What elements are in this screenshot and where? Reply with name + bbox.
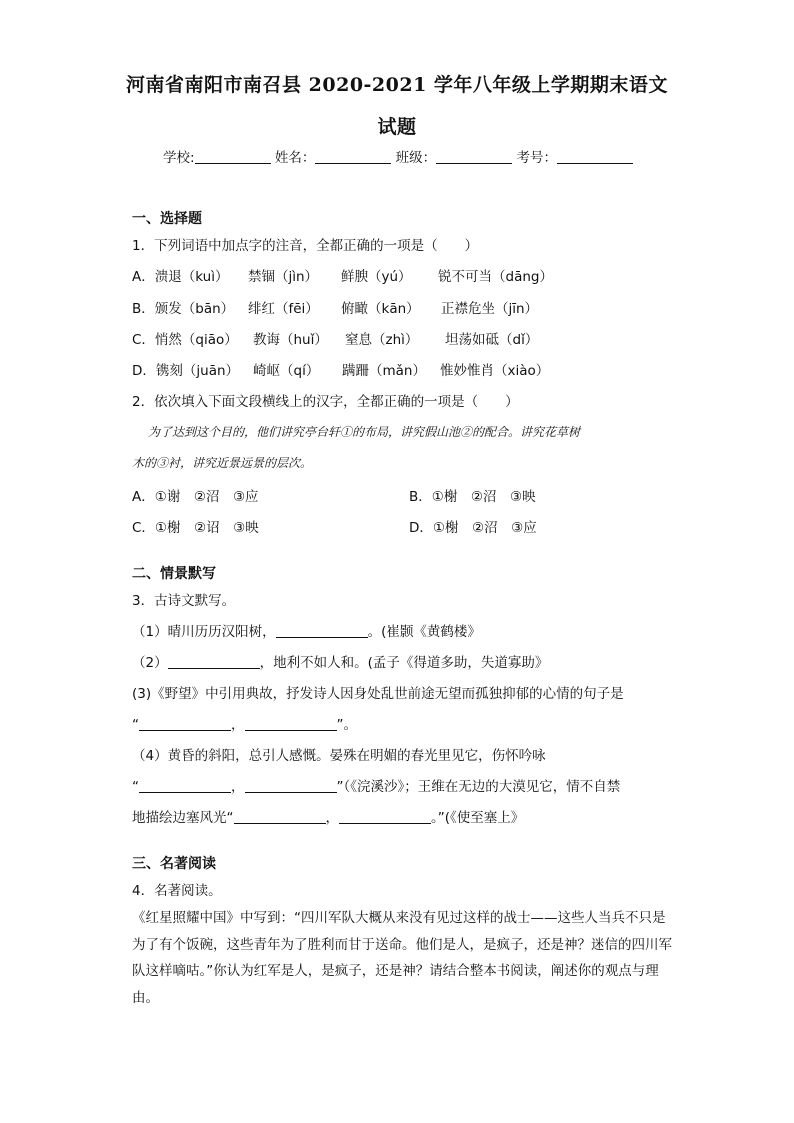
name-label: 姓名： (274, 150, 316, 166)
q1-option-b-3: 俯瞰（kān） (341, 301, 420, 317)
q2-passage-line-2: 木的③衬，讲究近景远景的层次。 (132, 456, 313, 470)
q3-line-4: （4）黄昏的斜阳，总引人感慨。晏殊在明媚的春光里见它，伤怀吟咏 (132, 748, 546, 764)
open-quote: “ (132, 779, 139, 795)
q3-line-1-suffix: 。(崔颢《黄鹤楼》 (367, 624, 481, 640)
q1-option-b-4: 正襟危坐（jīn） (441, 301, 539, 317)
q1-option-d-3: 蹒跚（mǎn） (342, 363, 426, 379)
section-heading-reading: 三、名著阅读 (132, 856, 216, 872)
answer-blank[interactable] (245, 716, 337, 731)
q1-option-d-2: 崎岖（qí） (253, 363, 320, 379)
q3-line-6-prefix: 地描绘边塞风光“ (132, 810, 234, 826)
section-heading-choice: 一、选择题 (132, 211, 202, 227)
answer-blank[interactable] (245, 778, 337, 793)
q1-option-d-4: 惟妙惟肖（xiào） (440, 363, 550, 379)
class-label: 班级： (395, 150, 437, 166)
class-blank[interactable] (436, 149, 512, 164)
answer-blank[interactable] (139, 778, 231, 793)
answer-blank[interactable] (139, 716, 231, 731)
comma: ， (325, 810, 339, 826)
question-4-stem: 4．名著阅读。 (132, 883, 222, 899)
school-blank[interactable] (195, 149, 271, 164)
page-title-continued: 试题 (377, 116, 417, 138)
q1-option-d-1: D．镌刻（juān） (132, 363, 240, 379)
q1-option-c-4: 坦荡如砥（dǐ） (445, 332, 539, 348)
answer-blank[interactable] (234, 809, 326, 824)
q2-option-a: A．①谢 ②沼 ③应 (132, 489, 259, 505)
question-1-stem: 1．下列词语中加点字的注音，全都正确的一项是（ ） (132, 238, 479, 254)
close-quote: ”。 (336, 717, 357, 733)
q2-option-c: C．①榭 ②诏 ③映 (132, 520, 259, 536)
section-heading-dictation: 二、情景默写 (132, 566, 216, 582)
q1-option-a-3: 鲜腴（yú） (341, 269, 412, 285)
q1-option-b-1: B．颁发（bān） (132, 301, 235, 317)
number-blank[interactable] (557, 149, 633, 164)
q1-option-c-2: 教诲（huǐ） (253, 332, 328, 348)
q3-line-5 (132, 775, 620, 795)
question-4-body: 《红星照耀中国》中写到：“四川军队大概从来没有见过这样的战士——这些人当兵不只是为了有个饭碗，这些青年为了胜利而甘于送命。他们是人，是疯子，还是神？迷信的四川军队这样嘀咕。”你认为红军是人，是疯子，还是神？请结合整本书阅读，阐述你的观点与理由。 (132, 910, 672, 1006)
q3-line-2 (132, 651, 548, 671)
q1-option-c-1: C．悄然（qiāo） (132, 332, 238, 348)
q2-option-d: D．①榭 ②沼 ③应 (409, 520, 537, 536)
student-info-row (163, 146, 633, 166)
q3-line-6 (132, 806, 524, 826)
q3-line-1-prefix: （1）晴川历历汉阳树， (132, 624, 276, 640)
comma: ， (231, 717, 245, 733)
q1-option-b-2: 绯红（fēi） (248, 301, 319, 317)
number-label: 考号： (516, 150, 557, 166)
name-blank[interactable] (315, 149, 391, 164)
answer-blank[interactable] (276, 623, 368, 638)
q1-option-a-2: 禁锢（jìn） (248, 269, 319, 285)
school-label: 学校: (163, 150, 195, 166)
q2-option-b: B．①榭 ②沼 ③映 (409, 489, 536, 505)
q3-line-5-suffix: ”（《浣溪沙》；王维在无边的大漠见它，情不自禁 (336, 779, 621, 795)
q3-line-3: (3)《野望》中引用典故，抒发诗人因身处乱世前途无望而孤独抑郁的心情的句子是 (132, 686, 624, 702)
q2-passage-line-1: 为了达到这个目的，他们讲究亭台轩①的布局，讲究假山池②的配合。讲究花草树 (148, 425, 581, 439)
q1-option-a-1: A．溃退（kuì） (132, 269, 229, 285)
q3-line-2-prefix: （2） (132, 655, 168, 671)
open-quote: “ (132, 717, 139, 733)
q3-line-6-suffix: 。”(《使至塞上》 (431, 810, 525, 826)
answer-blank[interactable] (168, 654, 260, 669)
comma: ， (231, 779, 245, 795)
question-3-stem: 3．古诗文默写。 (132, 593, 236, 609)
q3-line-1 (132, 620, 481, 640)
q1-option-a-4: 锐不可当（dāng） (438, 269, 553, 285)
q3-line-2-suffix: ，地利不如人和。(孟子《得道多助，失道寡助》 (259, 655, 549, 671)
q1-option-c-3: 窒息（zhì） (345, 332, 419, 348)
q3-line-3-answer (132, 713, 357, 733)
answer-blank[interactable] (339, 809, 431, 824)
question-2-stem: 2．依次填入下面文段横线上的汉字，全都正确的一项是（ ） (132, 394, 519, 410)
page-title: 河南省南阳市南召县 2020-2021 学年八年级上学期期末语文 (126, 74, 668, 96)
